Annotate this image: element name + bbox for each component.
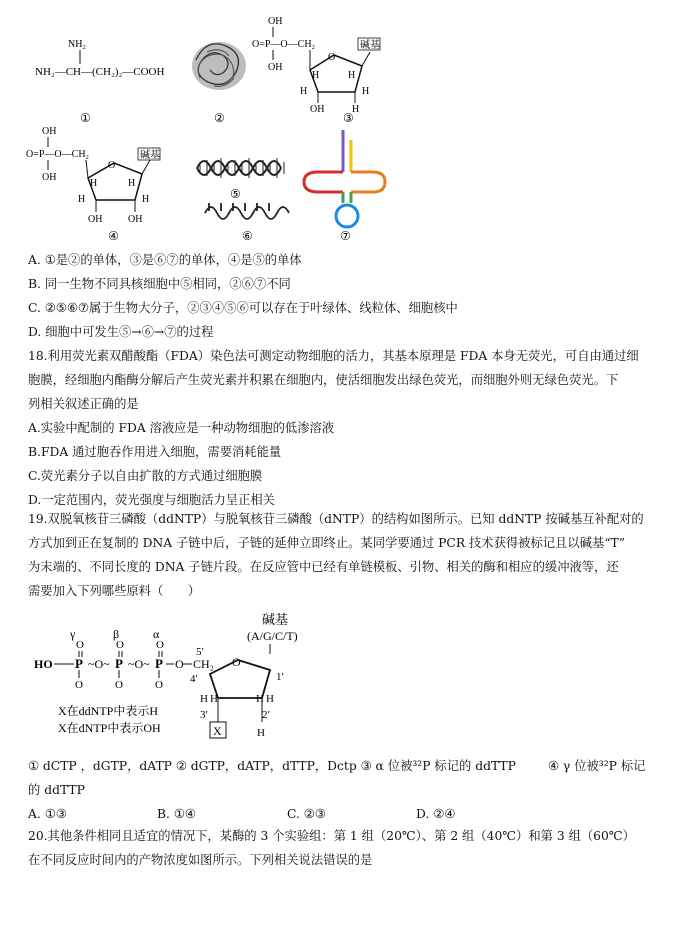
q17-option-a: A. ①是②的单体，③是⑥⑦的单体，④是⑤的单体: [28, 253, 302, 267]
svg-text:2′: 2′: [262, 709, 270, 721]
svg-text:OH: OH: [42, 126, 57, 137]
svg-text:OH: OH: [128, 214, 143, 225]
svg-text:H: H: [362, 86, 370, 97]
q18-option-d: D.一定范围内，荧光强度与细胞活力呈正相关: [28, 493, 275, 507]
svg-text:碱基: 碱基: [360, 40, 380, 51]
svg-text:O: O: [108, 160, 116, 171]
q19-choices-cont: 的 ddTTP: [28, 783, 85, 797]
svg-text:O: O: [232, 655, 241, 669]
svg-text:OH: OH: [310, 104, 325, 115]
label-6: ⑥: [242, 229, 253, 243]
svg-text:H: H: [266, 693, 274, 705]
svg-text:H: H: [300, 86, 308, 97]
svg-text:H: H: [78, 194, 86, 205]
base-title: 碱基: [262, 612, 289, 627]
q18-option-c: C.荧光素分子以自由扩散的方式通过细胞膜: [28, 469, 263, 483]
svg-text:H: H: [257, 727, 265, 739]
q19-choices-left: ① dCTP ，dGTP，dATP ② dGTP，dATP，dTTP，Dctp ③ α 位被³²P 标记的 ddTTP: [28, 759, 516, 773]
svg-text:~O~: ~O~: [128, 657, 150, 671]
dna-double-helix-icon: [197, 158, 284, 178]
svg-text:O: O: [156, 639, 164, 651]
q17-options: [28, 248, 668, 344]
q18-stem: [28, 344, 668, 512]
svg-text:~O~: ~O~: [88, 657, 110, 671]
svg-text:O: O: [76, 639, 84, 651]
figure-17-svg: [0, 0, 692, 250]
svg-text:CH₂: CH₂: [193, 657, 214, 671]
svg-text:HO: HO: [34, 657, 53, 671]
q17-option-d: D. 细胞中可发生⑤→⑥→⑦的过程: [28, 325, 214, 339]
svg-text:O: O: [155, 679, 163, 691]
svg-text:O=P—O—CH₂: O=P—O—CH₂: [26, 149, 90, 160]
q17-option-b: B. 同一生物不同具核细胞中⑤相同，②⑥⑦不同: [28, 277, 291, 291]
mol1-formula: NH₂—CH—(CH₂)₂—COOH: [35, 66, 165, 78]
single-strand-icon: [205, 203, 289, 219]
q19-stem: [28, 507, 668, 603]
q19-stem-line: 需要加入下列哪些原料（ ）: [28, 584, 201, 598]
svg-text:H: H: [348, 70, 356, 81]
q19-stem-line: 为末端的、不同长度的 DNA 子链片段。在反应管中已经有单链模板、引物、相关的酶和相应的缓冲液等，还: [28, 560, 619, 574]
svg-text:P: P: [155, 656, 163, 671]
svg-text:OH: OH: [268, 16, 283, 27]
svg-text:P: P: [75, 656, 83, 671]
label-7: ⑦: [340, 229, 351, 243]
q18-stem-line: 18.利用荧光素双醋酸酯（FDA）染色法可测定动物细胞的活力，其基本原理是 FDA 本身无荧光，可自由通过细: [28, 349, 639, 363]
q19-stem-line: 方式加到正在复制的 DNA 子链中后，子链的延伸立即终止。某同学要通过 PCR 技术获得被标记且以碱基“T”: [28, 536, 626, 550]
protein-globule-icon: [192, 42, 246, 90]
svg-text:OH: OH: [88, 214, 103, 225]
base-letters: (A/G/C/T): [247, 629, 298, 643]
svg-text:4′: 4′: [190, 673, 198, 685]
svg-text:H: H: [210, 693, 218, 705]
svg-text:O: O: [115, 679, 123, 691]
svg-text:碱基: 碱基: [140, 150, 160, 161]
svg-text:5′: 5′: [196, 646, 204, 658]
label-2: ②: [214, 111, 225, 125]
x-label: X: [213, 724, 222, 738]
svg-text:P: P: [115, 656, 123, 671]
svg-text:1′: 1′: [276, 671, 284, 683]
q20-stem-line: 20.其他条件相同且适宜的情况下，某酶的 3 个实验组：第 1 组（20℃）、第 2 组（40℃）和第 3 组（60℃）: [28, 829, 635, 843]
svg-text:H: H: [200, 693, 208, 705]
svg-text:H: H: [128, 178, 136, 189]
q19-answer-b: B. ①④: [157, 807, 196, 821]
svg-text:γ: γ: [70, 627, 76, 641]
q19-figure: [0, 606, 692, 746]
svg-text:O: O: [328, 52, 336, 63]
label-1: ①: [80, 111, 91, 125]
svg-text:O: O: [75, 679, 83, 691]
q20-stem-line: 在不同反应时间内的产物浓度如图所示。下列相关说法错误的是: [28, 853, 373, 867]
svg-text:H: H: [256, 693, 264, 705]
q19-answer-d: D. ②④: [416, 807, 456, 821]
label-4: ④: [108, 229, 119, 243]
note-dntp: X在dNTP中表示OH: [58, 721, 161, 735]
svg-text:OH: OH: [268, 62, 283, 73]
q19-answer-a: A. ①③: [28, 807, 67, 821]
svg-text:OH: OH: [42, 172, 57, 183]
svg-text:3′: 3′: [200, 709, 208, 721]
q18-option-a: A.实验中配制的 FDA 溶液应是一种动物细胞的低渗溶液: [28, 421, 335, 435]
svg-text:O: O: [175, 657, 184, 671]
q17-option-c: C. ②⑤⑥⑦属于生物大分子，②③④⑤⑥可以存在于叶绿体、线粒体、细胞核中: [28, 301, 458, 315]
svg-text:O: O: [116, 639, 124, 651]
svg-text:H: H: [142, 194, 150, 205]
ddntp-structure-svg: [0, 606, 692, 746]
note-ddntp: X在ddNTP中表示H: [58, 704, 159, 718]
q18-stem-line: 胞膜，经细胞内酯酶分解后产生荧光素并积累在细胞内，使活细胞发出绿色荧光，而细胞外则无绿色荧光。下: [28, 373, 619, 387]
q20-stem: [28, 824, 668, 872]
svg-text:H: H: [90, 178, 98, 189]
q19-answer-c: C. ②③: [287, 807, 326, 821]
label-3: ③: [343, 111, 354, 125]
figure-17: [0, 0, 692, 250]
mol1-nh2: NH₂: [68, 39, 86, 50]
nucleotide-4: [26, 126, 160, 225]
svg-text:β: β: [113, 627, 120, 641]
svg-text:H: H: [352, 104, 360, 115]
q19-choices-right: ④ γ 位被³²P 标记: [548, 759, 646, 773]
svg-text:H: H: [312, 70, 320, 81]
label-5: ⑤: [230, 187, 241, 201]
q18-stem-line: 列相关叙述正确的是: [28, 397, 139, 411]
svg-text:α: α: [153, 627, 160, 641]
q19-stem-line: 19.双脱氧核苷三磷酸（ddNTP）与脱氧核苷三磷酸（dNTP）的结构如图所示。已知 ddNTP 按碱基互补配对的: [28, 512, 644, 526]
q18-option-b: B.FDA 通过胞吞作用进入细胞，需要消耗能量: [28, 445, 282, 459]
trna-icon: [304, 130, 385, 227]
nucleotide-3: [252, 16, 380, 115]
svg-text:O=P—O—CH₂: O=P—O—CH₂: [252, 39, 316, 50]
